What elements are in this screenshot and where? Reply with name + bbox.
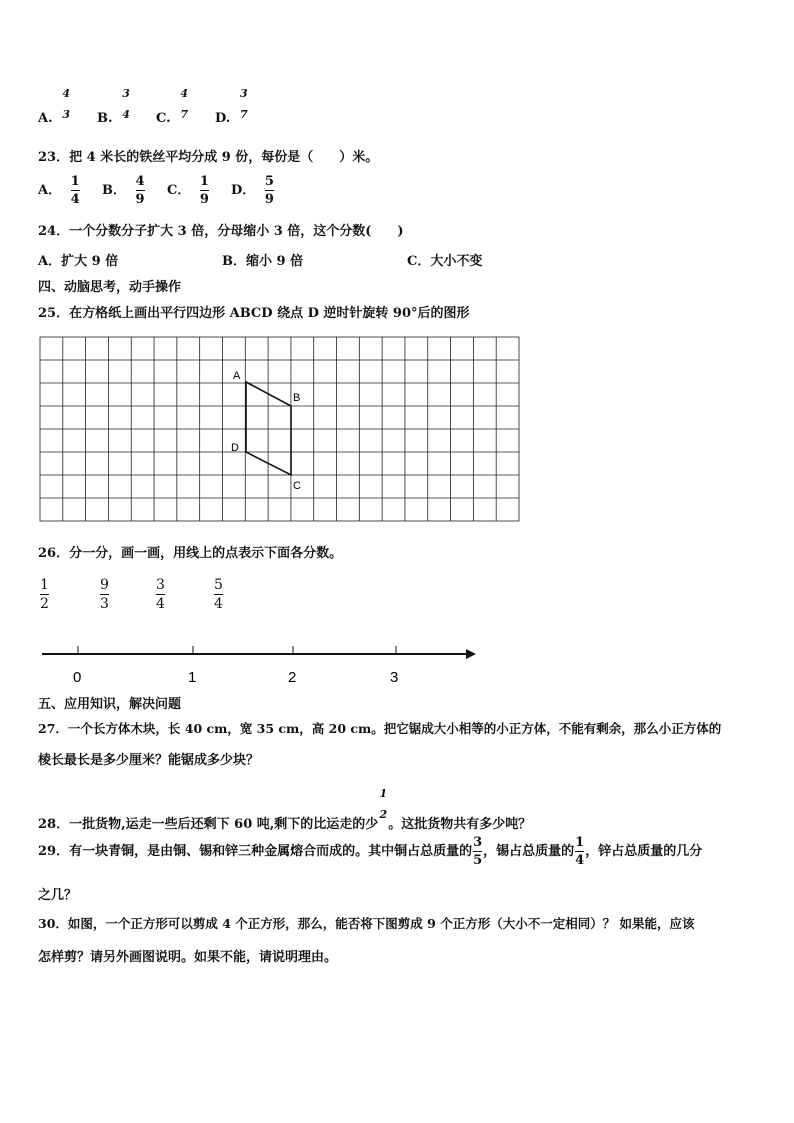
numerator: 5 — [214, 577, 223, 593]
fraction — [575, 836, 584, 867]
option-text: 扩大 9 倍 — [61, 254, 119, 269]
fraction — [379, 788, 387, 820]
denominator: 4 — [214, 596, 223, 612]
section-5-title: 五、应用知识，解决问题 — [38, 697, 182, 712]
numerator: 5 — [264, 174, 274, 189]
numerator: 3 — [122, 87, 130, 100]
numerator: 1 — [199, 174, 209, 189]
q24-question: 24．一个分数分子扩大 3 倍，分母缩小 3 倍，这个分数( ) — [38, 224, 404, 239]
denominator: 4 — [70, 192, 80, 207]
fraction — [473, 836, 482, 867]
q29-question-line1 — [38, 836, 702, 867]
option-label: A. — [38, 110, 53, 126]
q28-text-before: 28．一批货物,运走一些后还剩下 60 吨,剩下的比运走的少 — [38, 816, 379, 832]
numerator: 1 — [379, 787, 388, 800]
numerator: 1 — [70, 174, 80, 189]
q29-question-line2: 之几？ — [38, 888, 78, 903]
denominator: 3 — [62, 108, 70, 121]
point-c-label: C — [293, 480, 301, 492]
denominator: 3 — [100, 596, 109, 612]
q30-question-line1: 30．如图，一个正方形可以剪成 4 个正方形，那么，能否将下图剪成 9 个正方形（大小不一定相同）？ 如果能，应该 — [38, 916, 695, 931]
numerator: 3 — [240, 87, 248, 100]
q25-question: 25．在方格纸上画出平行四边形 ABCD 绕点 D 逆时针旋转 90°后的图形 — [38, 306, 470, 321]
number-line[interactable] — [0, 630, 794, 690]
numerator: 3 — [473, 835, 483, 850]
denominator: 9 — [199, 192, 209, 207]
denominator: 7 — [180, 108, 189, 121]
fraction-1 — [39, 578, 50, 611]
denominator: 2 — [379, 808, 388, 821]
option-label: C． — [407, 254, 431, 269]
denominator: 2 — [40, 596, 49, 612]
numerator: 3 — [156, 577, 165, 593]
q27-question-line2: 棱长最长是多少厘米？能锯成多少块？ — [38, 753, 260, 768]
point-b-label: B — [293, 392, 301, 404]
denominator: 7 — [240, 108, 248, 121]
denominator: 4 — [156, 596, 165, 612]
q28-text-after: 。这批货物共有多少吨？ — [388, 816, 532, 832]
q23-question: 23．把 4 米长的铁丝平均分成 9 份，每份是（ ）米。 — [38, 150, 379, 165]
option-label: C． — [167, 183, 191, 198]
numerator: 9 — [100, 577, 109, 593]
tick-label-2: 2 — [288, 669, 297, 686]
option-text: 缩小 9 倍 — [246, 254, 304, 269]
parallelogram-abcd[interactable] — [246, 382, 291, 475]
q29-text-part2: ，锡占总质量的 — [483, 844, 575, 859]
denominator: 4 — [575, 853, 585, 868]
q26-question: 26．分一分，画一画，用线上的点表示下面各分数。 — [38, 546, 343, 561]
option-label: B. — [97, 110, 113, 126]
q27-question-line1: 27．一个长方体木块，长 40 cm，宽 35 cm，高 20 cm。把它锯成大小相等的小正方体，不能有剩余，那么小正方体的 — [38, 721, 722, 736]
option-label: B． — [102, 183, 126, 198]
denominator: 5 — [473, 853, 483, 868]
q28-question — [38, 787, 532, 832]
fraction-3 — [155, 578, 166, 611]
option-label: A． — [38, 254, 62, 269]
denominator: 9 — [135, 192, 145, 207]
q29-text-part3: ，锌占总质量的几分 — [585, 844, 703, 859]
section-4-title: 四、动脑思考，动手操作 — [38, 280, 182, 295]
point-d-label: D — [231, 442, 239, 454]
point-a-label: A — [233, 370, 241, 382]
numerator: 4 — [62, 87, 70, 100]
q30-question-line2: 怎样剪？请另外画图说明。如果不能，请说明理由。 — [38, 950, 338, 965]
denominator: 9 — [264, 192, 274, 207]
numerator: 1 — [40, 577, 49, 593]
numerator: 1 — [575, 835, 585, 850]
numerator: 4 — [135, 174, 145, 189]
fraction-2 — [99, 578, 110, 611]
option-label: A． — [38, 183, 62, 198]
numerator: 4 — [180, 87, 189, 100]
tick-label-0: 0 — [73, 669, 82, 686]
tick-label-3: 3 — [390, 669, 399, 686]
option-label: D． — [231, 183, 256, 198]
option-label: D. — [215, 110, 231, 126]
option-label: C. — [156, 110, 171, 126]
tick-label-1: 1 — [188, 669, 197, 686]
option-text: 大小不变 — [430, 254, 483, 269]
grid-paper — [40, 337, 519, 521]
option-label: B． — [222, 254, 246, 269]
arrow-right-icon — [466, 649, 476, 659]
denominator: 4 — [122, 108, 130, 121]
fraction-4 — [213, 578, 224, 611]
q29-text-part1: 29．有一块青铜，是由铜、锡和锌三种金属熔合而成的。其中铜占总质量的 — [38, 844, 473, 859]
